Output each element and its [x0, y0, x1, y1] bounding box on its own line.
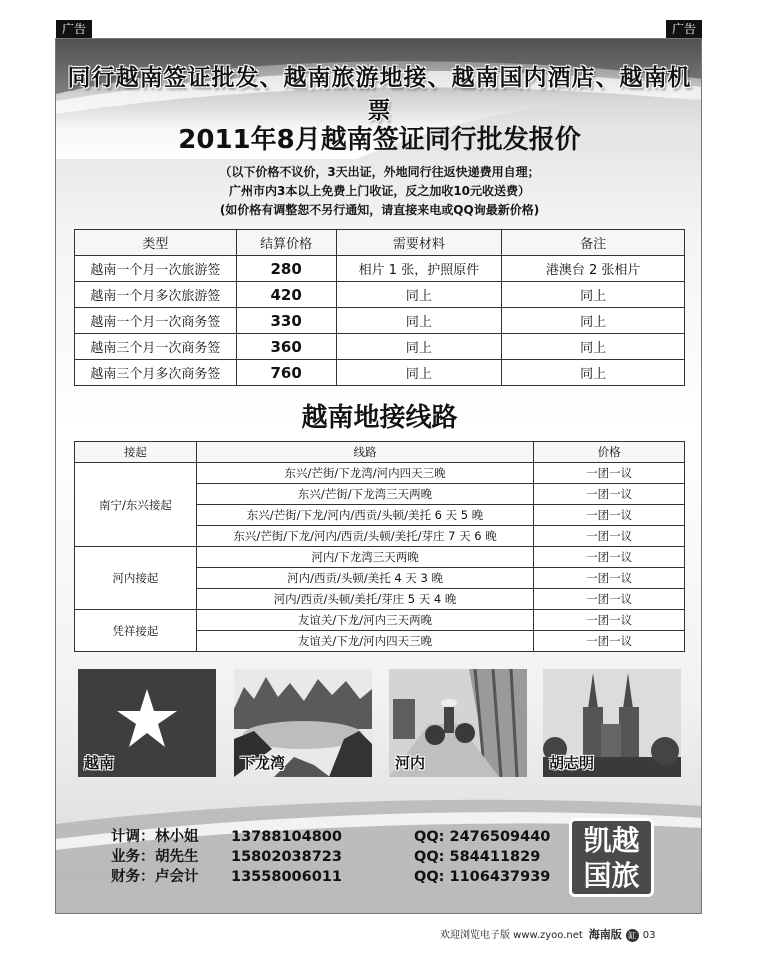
ad-tag-right: 广告: [666, 20, 702, 38]
photo-strip: [78, 669, 683, 779]
route-price: 一团一议: [534, 526, 685, 547]
visa-type: 越南三个月一次商务签: [75, 334, 237, 360]
column-header: 价格: [534, 442, 685, 463]
photo-hanoi: [389, 669, 527, 777]
visa-price: 280: [236, 256, 336, 282]
table-row: [75, 547, 685, 568]
route-name: 东兴/芒街/下龙/河内/西贡/头顿/美托/芽庄 7 天 6 晚: [196, 526, 533, 547]
route-origin: 南宁/东兴接起: [75, 463, 197, 547]
visa-price: 360: [236, 334, 336, 360]
visa-remark: 同上: [502, 308, 685, 334]
route-name: 友谊关/下龙/河内四天三晚: [196, 631, 533, 652]
route-name: 东兴/芒街/下龙/河内/西贡/头顿/美托 6 天 5 晚: [196, 505, 533, 526]
photo-label: 胡志明: [549, 754, 595, 772]
visa-type: 越南三个月多次商务签: [75, 360, 237, 386]
photo-label: 河内: [395, 754, 426, 772]
note-line: （以下价格不议价，3天出证，外地同行往返快递费用自理；: [219, 165, 540, 179]
visa-materials: 相片 1 张，护照原件: [336, 256, 502, 282]
footer-site: 欢迎浏览电子版 www.zyoo.net: [440, 930, 583, 941]
advertisement-frame: [55, 38, 702, 914]
visa-materials: 同上: [336, 282, 502, 308]
logo-line: 凯越: [583, 824, 640, 857]
route-price: 一团一议: [534, 631, 685, 652]
route-price: 一团一议: [534, 610, 685, 631]
table-row: [75, 610, 685, 631]
price-notes: [56, 163, 702, 220]
route-origin: 河内接起: [75, 547, 197, 610]
column-header: 结算价格: [236, 230, 336, 256]
route-price: 一团一议: [534, 505, 685, 526]
company-logo: [569, 818, 654, 897]
qq-list: [414, 827, 550, 887]
contact-list: [111, 827, 342, 887]
visa-price: 760: [236, 360, 336, 386]
visa-remark: 同上: [502, 360, 685, 386]
route-origin: 凭祥接起: [75, 610, 197, 652]
photo-halong-bay: [234, 669, 372, 777]
visa-materials: 同上: [336, 334, 502, 360]
footer-badge: 缸: [626, 929, 639, 942]
route-name: 河内/西贡/头顿/美托 4 天 3 晚: [196, 568, 533, 589]
contact-role: 财务：: [111, 869, 155, 885]
visa-materials: 同上: [336, 360, 502, 386]
table-row: [75, 463, 685, 484]
column-header: 需要材料: [336, 230, 502, 256]
contact-name: 胡先生: [155, 849, 199, 865]
visa-price: 330: [236, 308, 336, 334]
ad-tag-left: 广告: [56, 20, 92, 38]
route-price: 一团一议: [534, 484, 685, 505]
visa-materials: 同上: [336, 308, 502, 334]
qq-number: QQ: 2476509440: [414, 829, 551, 845]
logo-line: 国旅: [583, 859, 640, 892]
table-row: [75, 360, 685, 386]
visa-remark: 同上: [502, 334, 685, 360]
visa-price: 420: [236, 282, 336, 308]
contact-name: 林小姐: [155, 829, 199, 845]
contact-row: [111, 867, 342, 887]
routes-title: 越南地接线路: [301, 403, 458, 433]
page-footer: [440, 926, 656, 942]
route-price: 一团一议: [534, 568, 685, 589]
route-name: 东兴/芒街/下龙湾/河内四天三晚: [196, 463, 533, 484]
visa-price-table: [74, 229, 685, 386]
note-line: 广州市内3本以上免费上门收证，反之加收10元收送费）: [228, 184, 531, 198]
route-name: 友谊关/下龙/河内三天两晚: [196, 610, 533, 631]
qq-number: QQ: 1106437939: [414, 869, 551, 885]
route-name: 河内/下龙湾三天两晚: [196, 547, 533, 568]
qq-number: QQ: 584411829: [414, 849, 541, 865]
visa-remark: 港澳台 2 张相片: [502, 256, 685, 282]
route-name: 河内/西贡/头顿/美托/芽庄 5 天 4 晚: [196, 589, 533, 610]
table-header-row: [75, 442, 685, 463]
route-price: 一团一议: [534, 547, 685, 568]
photo-ho-chi-minh-city: [543, 669, 681, 777]
photo-label: 越南: [84, 754, 115, 772]
route-price: 一团一议: [534, 589, 685, 610]
table-header-row: [75, 230, 685, 256]
column-header: 线路: [196, 442, 533, 463]
table-row: [75, 334, 685, 360]
contact-role: 业务：: [111, 849, 155, 865]
banner-headline: 同行越南签证批发、越南旅游地接、越南国内酒店、越南机票: [67, 65, 692, 124]
visa-remark: 同上: [502, 282, 685, 308]
table-row: [75, 308, 685, 334]
contact-row: [111, 827, 342, 847]
contact-role: 计调：: [111, 829, 155, 845]
column-header: 接起: [75, 442, 197, 463]
column-header: 备注: [502, 230, 685, 256]
contact-name: 卢会计: [155, 869, 199, 885]
visa-type: 越南一个月一次商务签: [75, 308, 237, 334]
table-row: [75, 256, 685, 282]
contact-phone: 15802038723: [231, 849, 342, 865]
page-number: 03: [642, 930, 656, 941]
note-line: (如价格有调整恕不另行通知，请直接来电或QQ询最新价格): [219, 203, 540, 217]
contact-row: [111, 847, 342, 867]
contact-phone: 13788104800: [231, 829, 342, 845]
column-header: 类型: [75, 230, 237, 256]
route-price: 一团一议: [534, 463, 685, 484]
table-row: [75, 282, 685, 308]
visa-type: 越南一个月多次旅游签: [75, 282, 237, 308]
visa-type: 越南一个月一次旅游签: [75, 256, 237, 282]
footer-edition: 海南版: [588, 928, 622, 941]
tour-route-table: [74, 441, 685, 652]
photo-label: 下龙湾: [240, 754, 286, 772]
route-name: 东兴/芒街/下龙湾三天两晚: [196, 484, 533, 505]
page-title: 2011年8月越南签证同行批发报价: [178, 125, 581, 155]
photo-vietnam-flag: [78, 669, 216, 777]
contact-phone: 13558006011: [231, 869, 342, 885]
